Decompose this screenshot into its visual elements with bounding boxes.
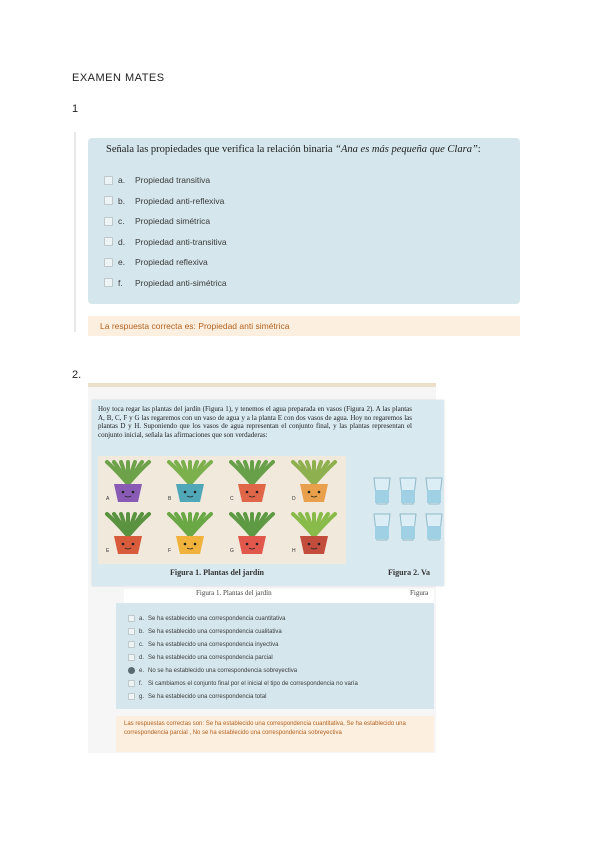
plant-pot-icon xyxy=(230,462,273,502)
q1-option-2[interactable] xyxy=(104,195,227,207)
option-letter: f. xyxy=(118,277,123,288)
question-1-feedback: La respuesta correcta es: Propiedad anti simétrica xyxy=(88,316,520,336)
option-letter: e. xyxy=(118,257,126,267)
plant-label: G xyxy=(230,548,234,554)
checkbox-icon[interactable] xyxy=(104,217,113,226)
option-letter: b. xyxy=(118,195,126,206)
checkbox-icon[interactable] xyxy=(104,258,113,267)
plants-illustration xyxy=(98,456,346,564)
checkbox-icon[interactable] xyxy=(128,693,135,700)
question-2-paragraph: Hoy toca regar las plantas del jardín (Figura 1), y tenemos el agua preparada en vasos (Figura 2). A las plantas A, B, C, F y G las regaremos con un vaso de agua y a la planta E con dos vasos de agua. Hoy no regaremos las plantas D y H. Suponiendo que los vasos de agua representan el conjunto final, y las plantas representan el conjunto inicial, señala las afirmaciones que son verdaderas: xyxy=(98,405,412,439)
option-label: Se ha establecido una correspondencia total xyxy=(148,693,267,700)
prompt-colon: : xyxy=(477,144,481,155)
q2-option-5[interactable] xyxy=(128,664,358,677)
option-label: Propiedad transitiva xyxy=(135,175,211,185)
q2-option-2[interactable] xyxy=(128,625,358,638)
water-glass-icon xyxy=(374,478,390,504)
checkbox-icon[interactable] xyxy=(104,196,113,205)
figure-1-caption: Figura 1. Plantas del jardín xyxy=(170,568,265,577)
q1-option-6[interactable] xyxy=(104,277,227,289)
checkbox-icon[interactable] xyxy=(128,654,135,661)
plant-pot-icon xyxy=(292,514,335,554)
checkbox-icon[interactable] xyxy=(128,641,135,648)
document-title: EXAMEN MATES xyxy=(72,72,165,84)
option-label: Propiedad simétrica xyxy=(135,216,211,226)
option-label: Propiedad anti-reflexiva xyxy=(135,195,225,206)
question-2-feedback: Las respuestas correctas son: Se ha establecido una correspondencia cuantitativa, Se ha establecido una correspondencia parcial , No se ha establecido una correspondencia sobreyectiva xyxy=(116,716,434,752)
figure-2-glasses xyxy=(368,474,444,548)
plant-pot-icon xyxy=(230,514,273,554)
water-glass-icon xyxy=(400,514,416,540)
plant-pot-icon xyxy=(292,462,335,502)
checkbox-icon[interactable] xyxy=(104,176,113,185)
plant-label: F xyxy=(168,548,172,554)
checkbox-icon[interactable] xyxy=(128,628,135,635)
option-label: Propiedad anti-transitiva xyxy=(135,236,227,247)
q2-option-3[interactable] xyxy=(128,638,358,651)
plant-label: H xyxy=(292,548,296,554)
option-letter: f. xyxy=(139,680,143,687)
question-1-number: 1 xyxy=(72,103,79,115)
plant-label: B xyxy=(168,496,172,502)
plant-pot-icon xyxy=(168,514,211,554)
q1-option-1[interactable] xyxy=(104,174,227,186)
water-glass-icon xyxy=(400,478,416,504)
prompt-text: Señala las propiedades que verifica la relación binaria xyxy=(106,144,336,155)
option-letter: g. xyxy=(139,693,145,700)
water-glass-icon xyxy=(426,478,442,504)
option-label: Se ha establecido una correspondencia inyectiva xyxy=(148,641,279,648)
plant-label: C xyxy=(230,496,234,502)
figure-2-caption: Figura 2. Va xyxy=(388,568,431,577)
option-label: Propiedad anti-simétrica xyxy=(135,277,227,288)
option-letter: c. xyxy=(139,641,144,648)
question-2-options xyxy=(128,612,358,703)
checkbox-icon[interactable] xyxy=(128,615,135,622)
q1-option-5[interactable] xyxy=(104,256,227,268)
q1-option-4[interactable] xyxy=(104,236,227,248)
option-letter: a. xyxy=(139,615,145,622)
option-letter: b. xyxy=(139,628,145,635)
plant-pot-icon xyxy=(168,462,211,502)
option-label: Se ha establecido una correspondencia parcial xyxy=(148,654,273,661)
figure-1-caption-duplicate: Figura 1. Plantas del jardín xyxy=(196,589,272,597)
checkbox-icon[interactable] xyxy=(128,680,135,687)
prompt-relation: “Ana es más pequeña que Clara” xyxy=(335,144,478,155)
selected-radio-icon[interactable] xyxy=(128,667,135,674)
water-glass-icon xyxy=(426,514,442,540)
figure-2-caption-duplicate: Figura xyxy=(410,589,429,597)
option-label: Se ha establecido una correspondencia cualitativa xyxy=(148,628,282,635)
plant-pot-icon xyxy=(106,514,149,554)
question-1-prompt xyxy=(106,144,481,155)
plant-label: D xyxy=(292,496,296,502)
q2-option-6[interactable] xyxy=(128,677,358,690)
question-1-edge xyxy=(74,132,76,332)
question-2-top-bar xyxy=(88,383,436,387)
caption-strip xyxy=(124,589,434,603)
question-2-number: 2. xyxy=(72,369,82,381)
option-letter: e. xyxy=(139,667,145,674)
q2-option-7[interactable] xyxy=(128,690,358,703)
plant-pot-icon xyxy=(106,462,149,502)
option-label: Si cambiamos el conjunto final por el inicial el tipo de correspondencia no varía xyxy=(148,680,358,687)
q2-option-1[interactable] xyxy=(128,612,358,625)
option-letter: a. xyxy=(118,175,126,185)
water-glass-icon xyxy=(374,514,390,540)
q1-option-3[interactable] xyxy=(104,215,227,227)
question-1-options xyxy=(104,174,227,297)
figure-1-plants xyxy=(98,456,346,564)
checkbox-icon[interactable] xyxy=(104,278,113,287)
q2-option-4[interactable] xyxy=(128,651,358,664)
option-letter: d. xyxy=(118,236,126,247)
option-label: No se ha establecido una correspondencia sobreyectiva xyxy=(148,667,298,674)
plant-label: E xyxy=(106,548,110,554)
plant-label: A xyxy=(106,496,110,502)
option-label: Propiedad reflexiva xyxy=(135,257,208,267)
option-label: Se ha establecido una correspondencia cuantitativa xyxy=(148,615,286,622)
checkbox-icon[interactable] xyxy=(104,237,113,246)
option-letter: c. xyxy=(118,216,125,226)
option-letter: d. xyxy=(139,654,145,661)
